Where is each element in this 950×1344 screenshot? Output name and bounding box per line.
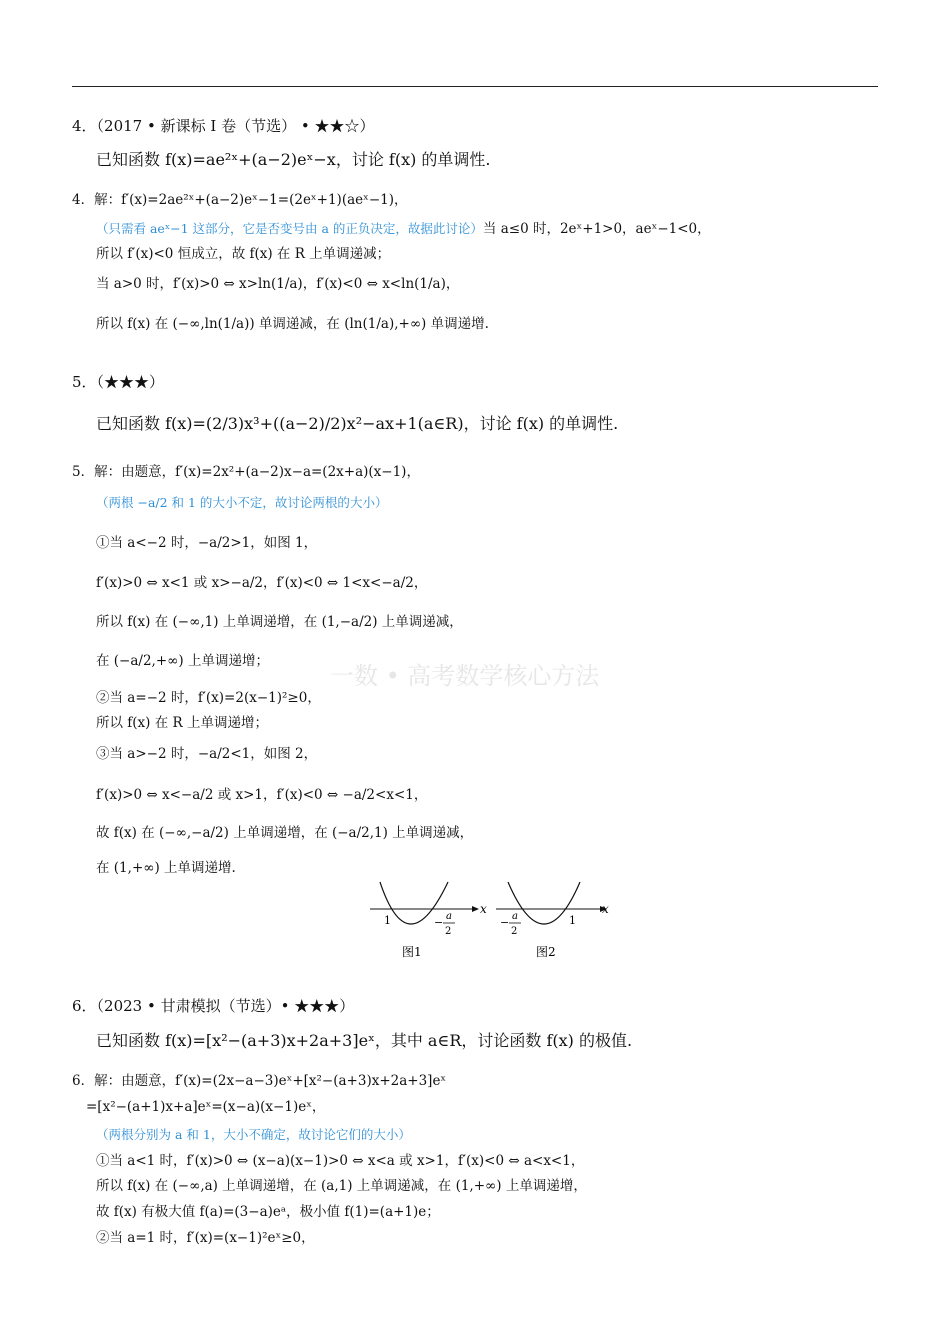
figure-1-graph [370,882,487,959]
problem-4-heading: 4．（2017 • 新课标 I 卷（节选） • ★★☆） [72,117,375,135]
figure-1-root-minus-sign: − [434,916,444,929]
figure-2-root-denominator: 2 [511,926,518,937]
problem-6-case-1-extrema: 故 f(x) 有极大值 f(a)=(3−a)eᵃ，极小值 f(1)=(a+1)e； [96,1204,440,1220]
problem-5-case-1-monotonic: 在 (−a/2,+∞) 上单调递增； [96,653,269,669]
problem-4-case-text: 当 a≤0 时，2eˣ+1>0，aeˣ−1<0， [482,221,711,237]
figure-2-root-minus-sign: − [500,916,510,929]
figure-2-axis-label: x [602,902,609,916]
figure-2-caption: 图2 [536,945,556,959]
problem-4-solution-line: 4．解：f′(x)=2ae²ˣ+(a−2)eˣ−1=(2eˣ+1)(aeˣ−1)， [72,192,408,208]
problem-5-case-1-monotonic: 所以 f(x) 在 (−∞,1) 上单调递增，在 (1,−a/2) 上单调递减， [96,614,463,630]
watermark: 一数 • 高考数学核心方法 [330,662,600,690]
parabola-figures [360,876,620,962]
problem-5-heading: 5．（★★★） [72,373,165,391]
figure-1-caption: 图1 [402,945,422,959]
problem-5-case-1: ①当 a<−2 时，−a/2>1，如图 1， [96,535,318,551]
figure-1-root-1: 1 [384,914,391,927]
figure-2-graph [496,882,609,959]
figure-2-root-1: 1 [569,914,576,927]
problem-5-case-3-monotonic: 故 f(x) 在 (−∞,−a/2) 上单调递增，在 (−a/2,1) 上单调递减， [96,825,474,841]
problem-5-case-2: ②当 a=−2 时，f′(x)=2(x−1)²≥0， [96,690,321,706]
top-rule [72,86,878,87]
problem-4-solution-line: 当 a>0 时，f′(x)>0 ⇔ x>ln(1/a)，f′(x)<0 ⇔ x<ln(1/a)， [96,276,460,292]
problem-4-solution-line: 所以 f(x) 在 (−∞,ln(1/a)) 单调递减，在 (ln(1/a),+∞) 单调递增. [96,316,489,332]
problem-4-statement: 已知函数 f(x)=ae²ˣ+(a−2)eˣ−x，讨论 f(x) 的单调性. [96,150,491,169]
problem-6-case-2: ②当 a=1 时，f′(x)=(x−1)²eˣ≥0， [96,1230,315,1246]
problem-6-heading: 6．（2023 • 甘肃模拟（节选）• ★★★） [72,997,355,1015]
problem-6-statement: 已知函数 f(x)=[x²−(a+3)x+2a+3]eˣ，其中 a∈R，讨论函数 f(x) 的极值. [96,1031,633,1050]
problem-4-hint-note: （只需看 aeˣ−1 这部分，它是否变号由 a 的正负决定，故据此讨论） [96,221,483,236]
problem-6-solution-line: =[x²−(a+1)x+a]eˣ=(x−a)(x−1)eˣ， [86,1099,326,1115]
figure-2-root-numerator: a [512,911,518,922]
problem-5-case-3-monotonic: 在 (1,+∞) 上单调递增. [96,860,236,876]
problem-6-case-1-monotonic: 所以 f(x) 在 (−∞,a) 上单调递增，在 (a,1) 上单调递减，在 (1,+∞) 上单调递增， [96,1178,587,1194]
problem-6-case-1: ①当 a<1 时，f′(x)>0 ⇔ (x−a)(x−1)>0 ⇔ x<a 或 x>1，f′(x)<0 ⇔ a<x<1， [96,1153,585,1169]
problem-5-hint-note: （两根 −a/2 和 1 的大小不定，故讨论两根的大小） [96,495,388,510]
problem-5-case-1-sign: f′(x)>0 ⇔ x<1 或 x>−a/2，f′(x)<0 ⇔ 1<x<−a/2， [96,575,428,591]
problem-4-solution-line [96,219,711,239]
problem-5-case-2-conclusion: 所以 f(x) 在 R 上单调递增； [96,715,268,731]
problem-6-solution-line: 6．解：由题意，f′(x)=(2x−a−3)eˣ+[x²−(a+3)x+2a+3]eˣ [72,1073,447,1089]
problem-5-case-3-sign: f′(x)>0 ⇔ x<−a/2 或 x>1，f′(x)<0 ⇔ −a/2<x<1， [96,787,428,803]
problem-5-solution-line: 5．解：由题意，f′(x)=2x²+(a−2)x−a=(2x+a)(x−1)， [72,464,420,480]
figure-1-axis-label: x [480,902,487,916]
figure-1-root-numerator: a [446,911,452,922]
problem-6-hint-note: （两根分别为 a 和 1，大小不确定，故讨论它们的大小） [96,1127,411,1142]
problem-5-case-3: ③当 a>−2 时，−a/2<1，如图 2， [96,746,318,762]
figure-1-axis-arrow-icon [472,906,479,912]
problem-4-solution-line: 所以 f′(x)<0 恒成立，故 f(x) 在 R 上单调递减； [96,246,391,262]
problem-5-statement: 已知函数 f(x)=(2/3)x³+((a−2)/2)x²−ax+1(a∈R)，讨论 f(x) 的单调性. [96,414,619,433]
figure-1-root-denominator: 2 [445,926,452,937]
